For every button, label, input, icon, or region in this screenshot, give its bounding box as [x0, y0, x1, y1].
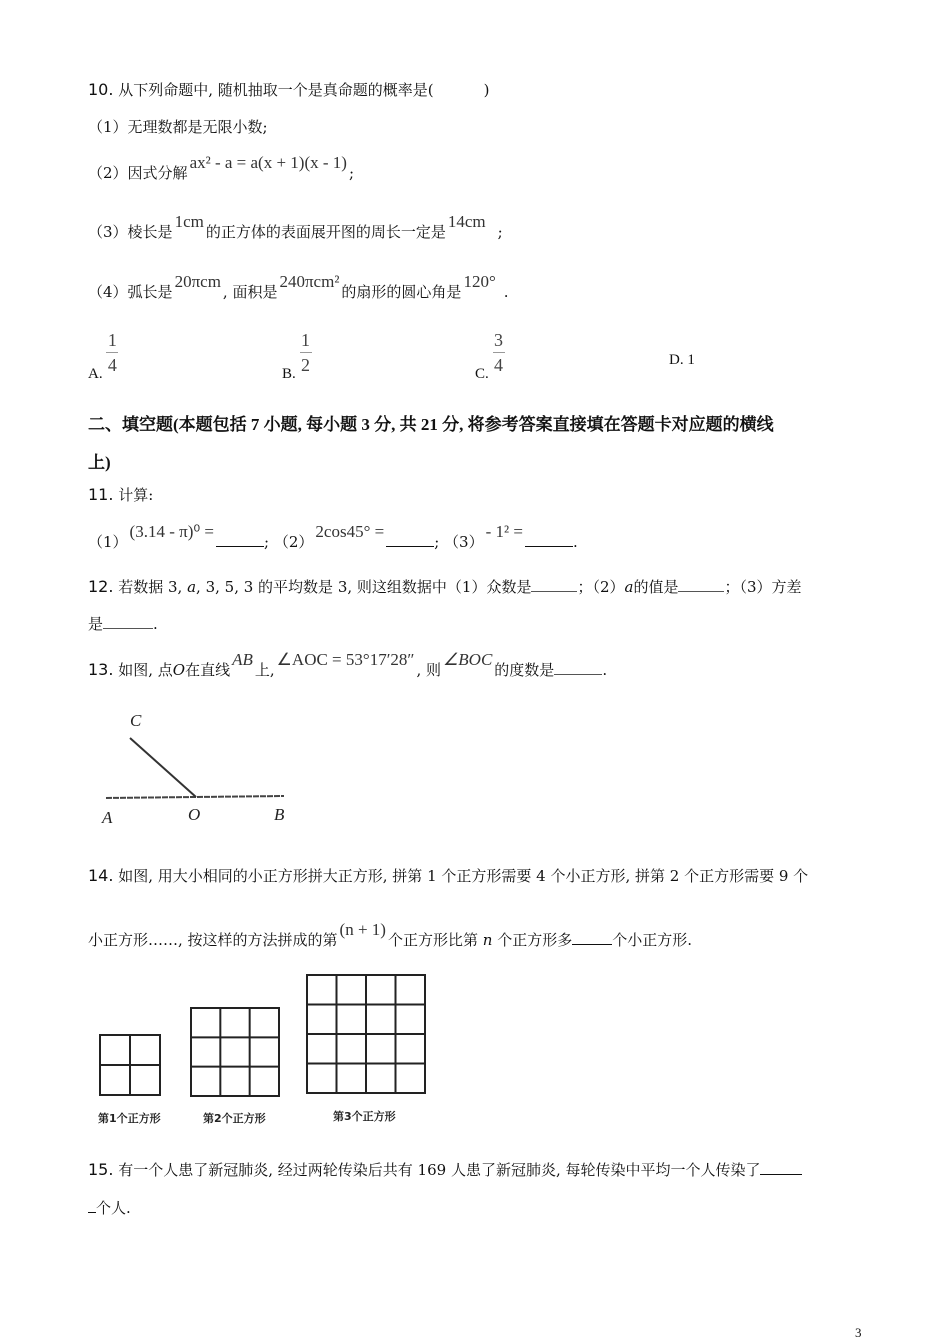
question-11-parts	[88, 522, 578, 552]
question-text: 的值是	[633, 578, 679, 596]
caption-2: 第2个正方形	[203, 1112, 266, 1125]
numerator: 3	[494, 330, 504, 350]
question-text: 如图, 用大小相同的小正方形拼大正方形, 拼第 1 个正方形需要 4 个小正方形, 拼第 2 个正方形需要 9 个	[118, 867, 809, 885]
question-14-line2	[88, 920, 693, 950]
option-d[interactable]	[669, 352, 695, 369]
option-letter: C.	[475, 365, 489, 382]
variable: a	[187, 578, 197, 596]
math-expression: 14cm	[447, 212, 486, 231]
item-text: 无理数都是无限小数;	[127, 118, 268, 136]
square-3	[307, 975, 425, 1093]
separator: ;	[434, 533, 440, 551]
question-text: , 3, 5, 3 的平均数是 3, 则这组数据中（1）众数是	[196, 578, 532, 596]
separator: .	[602, 661, 608, 679]
grid-border	[191, 1008, 279, 1096]
section-heading: 二、填空题(本题包括 7 小题, 每小题 3 分, 共 21 分, 将参考答案直接填在答题卡对应题的横线	[88, 415, 774, 434]
math-expression: 2cos45° =	[315, 522, 385, 541]
part-label: （1）	[88, 533, 128, 551]
question-text: 是	[88, 615, 104, 633]
item-label: （4）	[88, 283, 128, 301]
answer-blank[interactable]	[554, 660, 602, 675]
option-letter: B.	[282, 365, 296, 382]
math-expression: 20πcm	[174, 272, 221, 291]
numerator: 1	[301, 330, 311, 350]
math-expression: (3.14 - π)⁰ =	[129, 522, 215, 541]
question-text: 个正方形比第	[387, 931, 478, 949]
option-letter: D.	[669, 352, 684, 368]
fraction	[106, 330, 118, 375]
math-expression: - 1² =	[485, 522, 523, 541]
math-expression: AB	[232, 650, 253, 669]
fraction	[493, 330, 505, 375]
option-value: 1	[687, 352, 695, 368]
question-text: 若数据 3,	[118, 578, 188, 596]
question-12	[88, 577, 802, 597]
answer-blank[interactable]	[216, 532, 264, 547]
variable: n	[482, 931, 493, 949]
question-text: 上,	[254, 661, 275, 679]
item-punct: ;	[497, 223, 503, 241]
math-expression: 240πcm²	[279, 272, 340, 291]
answer-blank[interactable]	[531, 577, 577, 592]
math-expression: 120°	[463, 272, 496, 291]
angle-figure	[92, 705, 302, 835]
item-punct: ;	[348, 164, 354, 182]
item-label: （3）	[88, 223, 128, 241]
question-11-stem	[88, 485, 153, 505]
square-2	[191, 1008, 279, 1096]
question-text: 有一个人患了新冠肺炎, 经过两轮传染后共有 169 人患了新冠肺炎, 每轮传染中平均一个人传染了	[118, 1161, 761, 1179]
q10-item-4	[88, 272, 509, 302]
item-punct: .	[503, 283, 509, 301]
question-10-stem	[88, 80, 489, 100]
caption-3: 第3个正方形	[333, 1110, 396, 1123]
answer-blank[interactable]	[386, 532, 434, 547]
question-13	[88, 650, 608, 680]
math-expression: ∠BOC	[443, 650, 493, 669]
item-text: 的扇形的圆心角是	[341, 283, 462, 301]
label-b: B	[274, 805, 285, 824]
question-15-line2	[88, 1198, 131, 1218]
separator: .	[572, 533, 578, 551]
page-number: 3	[855, 1325, 862, 1340]
question-text: 从下列命题中, 随机抽取一个是真命题的概率是(	[118, 81, 434, 99]
item-text: 棱长是	[127, 223, 173, 241]
answer-blank[interactable]	[760, 1160, 802, 1175]
ray-oc	[130, 738, 196, 797]
option-a[interactable]	[88, 330, 118, 382]
question-text: 个人.	[96, 1199, 131, 1217]
answer-blank[interactable]	[525, 532, 573, 547]
answer-blank-cont[interactable]	[88, 1198, 96, 1213]
fraction	[300, 330, 312, 375]
question-number: 14.	[88, 866, 114, 885]
option-letter: A.	[88, 365, 103, 382]
item-text: , 面积是	[222, 283, 278, 301]
fraction-bar	[300, 352, 312, 353]
math-expression: ax² - a = a(x + 1)(x - 1)	[189, 153, 347, 172]
question-12-cont	[88, 614, 158, 634]
separator: .	[153, 615, 158, 633]
item-label: （1）	[88, 118, 128, 136]
section-heading-cont: 上)	[88, 453, 111, 472]
question-number: 10.	[88, 80, 114, 99]
question-text: ；（3）方差	[724, 578, 802, 596]
question-text: 如图, 点	[118, 661, 173, 679]
question-15-line1	[88, 1160, 802, 1180]
question-text: ；（2）	[577, 578, 625, 596]
fraction-bar	[106, 352, 118, 353]
variable: O	[172, 661, 186, 679]
question-text: 计算:	[118, 486, 154, 504]
answer-paren-close: )	[483, 81, 490, 99]
item-text: 的正方体的表面展开图的周长一定是	[205, 223, 446, 241]
math-expression: 1cm	[174, 212, 204, 231]
item-label: （2）	[88, 164, 128, 182]
q10-item-2	[88, 153, 354, 183]
answer-blank[interactable]	[572, 930, 612, 945]
math-expression: (n + 1)	[339, 920, 386, 939]
question-number: 11.	[88, 485, 114, 504]
label-a: A	[102, 808, 113, 827]
option-b[interactable]	[282, 330, 312, 382]
answer-blank[interactable]	[103, 614, 153, 629]
question-text: 个小正方形.	[612, 931, 693, 949]
math-expression: ∠AOC = 53°17′28″	[276, 650, 415, 669]
label-o: O	[188, 805, 201, 824]
question-text: 个正方形多	[497, 931, 573, 949]
q10-item-3	[88, 212, 503, 242]
item-text: 弧长是	[127, 283, 173, 301]
denominator: 2	[301, 355, 311, 375]
question-text: , 则	[416, 661, 442, 679]
question-text: 在直线	[185, 661, 231, 679]
option-c[interactable]	[475, 330, 505, 382]
label-c: C	[130, 711, 142, 730]
square-1	[100, 1035, 160, 1095]
question-number: 13.	[88, 660, 114, 679]
question-14-line1	[88, 866, 808, 886]
question-number: 12.	[88, 577, 114, 596]
denominator: 4	[494, 355, 504, 375]
answer-blank[interactable]	[678, 577, 724, 592]
squares-figure	[92, 970, 432, 1130]
numerator: 1	[107, 330, 117, 350]
separator: ;	[264, 533, 270, 551]
denominator: 4	[107, 355, 117, 375]
caption-1: 第1个正方形	[98, 1112, 161, 1125]
item-text: 因式分解	[127, 164, 188, 182]
q10-item-1	[88, 117, 268, 137]
question-text: 小正方形……, 按这样的方法拼成的第	[88, 931, 338, 949]
variable: a	[624, 578, 634, 596]
part-label: （3）	[444, 533, 484, 551]
question-number: 15.	[88, 1160, 114, 1179]
fraction-bar	[493, 352, 505, 353]
question-text: 的度数是	[494, 661, 555, 679]
part-label: （2）	[273, 533, 314, 551]
